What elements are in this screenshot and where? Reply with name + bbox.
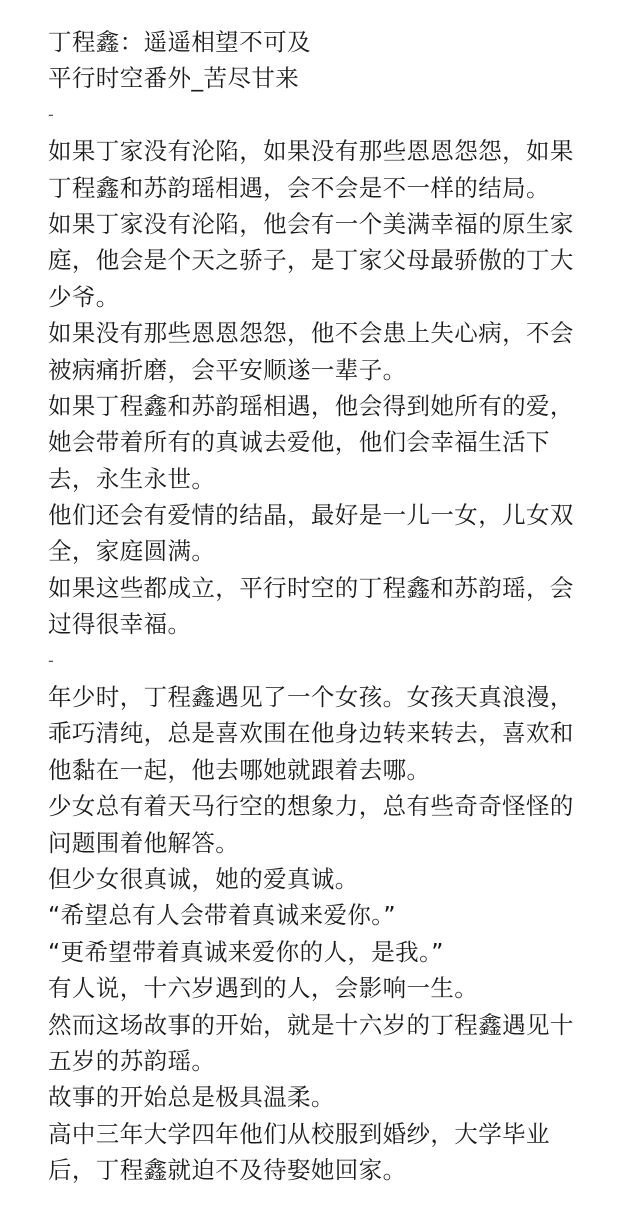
text-line: 如果丁程鑫和苏韵瑶相遇，他会得到她所有的爱， — [48, 391, 574, 420]
separator-2: - — [48, 650, 54, 670]
text-line: 五岁的苏韵瑶。 — [48, 1046, 216, 1075]
text-line: 去，永生永世。 — [48, 464, 216, 493]
text-line: 过得很幸福。 — [48, 610, 192, 639]
text-line: 他黏在一起，他去哪她就跟着去哪。 — [48, 755, 431, 784]
text-line: 如果这些都成立，平行时空的丁程鑫和苏韵瑶，会 — [48, 573, 574, 602]
text-line: 问题围着他解答。 — [48, 828, 240, 857]
text-line: “更希望带着真诚来爱你的人，是我。” — [48, 937, 444, 966]
text-line: 有人说，十六岁遇到的人，会影响一生。 — [48, 974, 479, 1003]
text-line: 丁程鑫和苏韵瑶相遇，会不会是不一样的结局。 — [48, 173, 550, 202]
text-line: 她会带着所有的真诚去爱他，他们会幸福生活下 — [48, 428, 550, 457]
text-line: 如果丁家没有沦陷，他会有一个美满幸福的原生家 — [48, 209, 574, 238]
section-2 — [48, 679, 616, 1188]
text-line: 他们还会有爱情的结晶，最好是一儿一女，儿女双 — [48, 501, 574, 530]
title-line-2: 平行时空番外_苦尽甘来 — [48, 64, 300, 93]
text-line: 年少时，丁程鑫遇见了一个女孩。女孩天真浪漫， — [48, 683, 574, 712]
text-line: 故事的开始总是极具温柔。 — [48, 1083, 335, 1112]
text-line: 少爷。 — [48, 282, 120, 311]
text-line: 庭，他会是个天之骄子，是丁家父母最骄傲的丁大 — [48, 246, 574, 275]
text-line: “希望总有人会带着真诚来爱你。” — [48, 901, 396, 930]
text-line: 乖巧清纯，总是喜欢围在他身边转来转去，喜欢和 — [48, 719, 574, 748]
text-line: 全，家庭圆满。 — [48, 537, 216, 566]
title-line-1: 丁程鑫：遥遥相望不可及 — [48, 28, 311, 56]
text-line: 少女总有着天马行空的想象力，总有些奇奇怪怪的 — [48, 792, 574, 821]
text-line: 然而这场故事的开始，就是十六岁的丁程鑫遇见十 — [48, 1010, 574, 1039]
text-line: 后，丁程鑫就迫不及待娶她回家。 — [48, 1156, 407, 1185]
text-line: 如果丁家没有沦陷，如果没有那些恩恩怨怨，如果 — [48, 137, 574, 166]
text-line: 但少女很真诚，她的爱真诚。 — [48, 864, 359, 893]
text-line: 高中三年大学四年他们从校服到婚纱，大学毕业 — [48, 1119, 550, 1148]
text-line: 被病痛折磨，会平安顺遂一辈子。 — [48, 355, 407, 384]
section-1 — [48, 133, 616, 642]
separator-1: - — [48, 104, 54, 124]
text-line: 如果没有那些恩恩怨怨，他不会患上失心病，不会 — [48, 319, 574, 348]
document-body — [48, 24, 616, 1189]
